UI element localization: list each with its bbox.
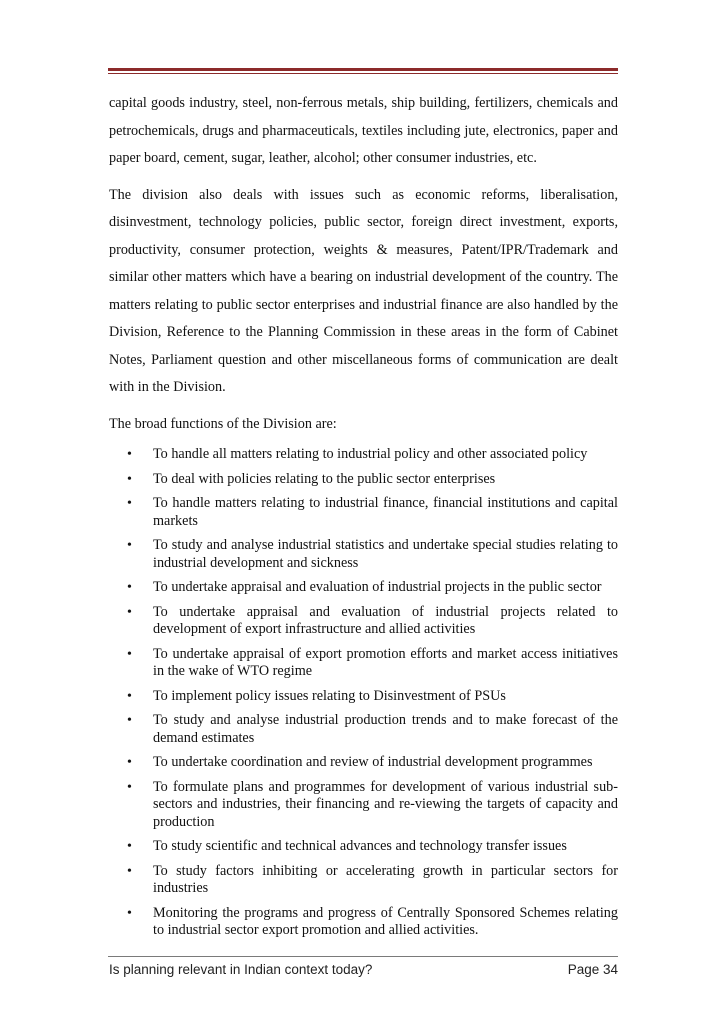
paragraph-functions-intro: The broad functions of the Division are:: [109, 415, 337, 432]
list-item: • To study scientific and technical advances and technology transfer issues: [109, 838, 618, 856]
list-item: • To study factors inhibiting or accelerating growth in particular sectors for industries: [109, 863, 618, 898]
list-item: • To handle all matters relating to industrial policy and other associated policy: [109, 446, 618, 464]
footer-title: Is planning relevant in Indian context today?: [109, 962, 373, 977]
page-number: Page 34: [567, 962, 618, 977]
list-item: • To handle matters relating to industrial finance, financial institutions and capital markets: [109, 495, 618, 530]
header-rule: [108, 68, 618, 71]
list-item: • To undertake appraisal and evaluation of industrial projects in the public sector: [109, 579, 618, 597]
list-item: • To study and analyse industrial production trends and to make forecast of the demand estimates: [109, 712, 618, 747]
list-item: • To formulate plans and programmes for development of various industrial sub-sectors and industries, their financing and re-viewing the targets of capacity and production: [109, 779, 618, 832]
paragraph-division-issues: The division also deals with issues such as economic reforms, liberalisation, disinvestment, technology policies, public sector, foreign direct investment, exports, productivity, consumer protection, weights & measures, Patent/IPR/Trademark and similar other matters which have a bearing on industrial development of the country. The matters relating to public sector enterprises and industrial finance are also handled by the Division, Reference to the Planning Commission in these areas in the form of Cabinet Notes, Parliament question and other miscellaneous forms of communication are dealt with in the Division.: [109, 186, 618, 395]
list-item: • To undertake coordination and review of industrial development programmes: [109, 754, 618, 772]
list-item: • To study and analyse industrial statistics and undertake special studies relating to industrial development and sickness: [109, 537, 618, 572]
list-item: • To undertake appraisal of export promotion efforts and market access initiatives in the wake of WTO regime: [109, 646, 618, 681]
functions-list: [109, 446, 618, 940]
header-rule-thin: [108, 73, 618, 74]
page-body: [109, 90, 618, 947]
list-item: • To implement policy issues relating to Disinvestment of PSUs: [109, 688, 618, 706]
footer-rule: [108, 956, 618, 957]
list-item: • To deal with policies relating to the public sector enterprises: [109, 471, 618, 489]
list-item: • To undertake appraisal and evaluation of industrial projects related to development of export infrastructure and allied activities: [109, 604, 618, 639]
list-item: • Monitoring the programs and progress of Centrally Sponsored Schemes relating to industrial sector export promotion and allied activities.: [109, 905, 618, 940]
paragraph-industries: capital goods industry, steel, non-ferrous metals, ship building, fertilizers, chemicals and petrochemicals, drugs and pharmaceuticals, textiles including jute, electronics, paper and paper board, cement, sugar, leather, alcohol; other consumer industries, etc.: [109, 95, 618, 166]
